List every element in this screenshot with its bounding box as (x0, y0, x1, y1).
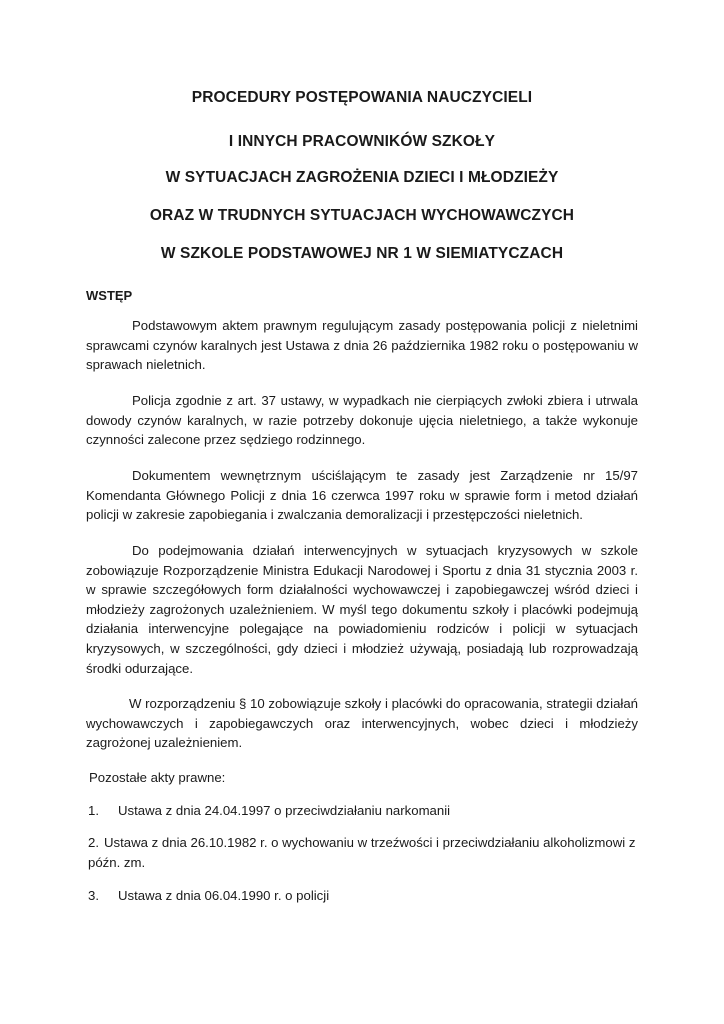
act-text: Ustawa z dnia 26.10.1982 r. o wychowaniu w trzeźwości i przeciwdziałaniu alkoholizmowi z późn. zm. (88, 835, 636, 870)
paragraph-5: W rozporządzeniu § 10 zobowiązuje szkoły i placówki do opracowania, strategii działań wychowawczych i zapobiegawczych oraz interwencyjnych, wobec dzieci i młodzieży zagrożonej uzależnieniem. (86, 696, 638, 751)
title-line-2: I INNYCH PRACOWNIKÓW SZKOŁY (228, 133, 496, 150)
title-line-1: PROCEDURY POSTĘPOWANIA NAUCZYCIELI (191, 89, 533, 106)
act-number: 3. (88, 888, 99, 903)
act-number: 1. (88, 803, 99, 818)
title-line-3: W SYTUACJACH ZAGROŻENIA DZIECI I MŁODZIEŻY (165, 169, 559, 186)
paragraph-1: Podstawowym aktem prawnym regulującym zasady postępowania policji z nieletnimi sprawcami czynów karalnych jest Ustawa z dnia 26 października 1982 roku o postępowaniu w sprawach nieletnich. (86, 318, 638, 373)
act-item-1 (88, 801, 640, 821)
other-acts-label: Pozostałe akty prawne: (89, 770, 226, 785)
act-item-3 (88, 886, 640, 906)
act-text: Ustawa z dnia 24.04.1997 o przeciwdziałaniu narkomanii (118, 803, 451, 818)
act-text: Ustawa z dnia 06.04.1990 r. o policji (118, 888, 330, 903)
title-line-5: W SZKOLE PODSTAWOWEJ NR 1 W SIEMIATYCZACH (160, 245, 564, 262)
act-number: 2. (88, 835, 99, 850)
paragraph-4: Do podejmowania działań interwencyjnych w sytuacjach kryzysowych w szkole zobowiązuje Rozporządzenie Ministra Edukacji Narodowej i Sportu z dnia 31 stycznia 2003 r. w sprawie szczegółowych form działalności wychowawczej i zapobiegawczej wśród dzieci i młodzieży zagrożonych uzależnieniem. W myśl tego dokumentu szkoły i placówki podejmują działania interwencyjne polegające na powiadomieniu rodziców i policji w sytuacjach kryzysowych, w szczególności, gdy dzieci i młodzież używają, posiadają lub rozprowadzają środki odurzające. (86, 543, 638, 676)
section-heading: WSTĘP (86, 288, 133, 303)
title-line-4: ORAZ W TRUDNYCH SYTUACJACH WYCHOWAWCZYCH (149, 207, 575, 224)
paragraph-3: Dokumentem wewnętrznym uściślającym te zasady jest Zarządzenie nr 15/97 Komendanta Głównego Policji z dnia 16 czerwca 1997 roku w sprawie form i metod działań policji w zakresie zapobiegania i zwalczania demoralizacji i przestępczości nieletnich. (86, 468, 638, 523)
paragraph-2: Policja zgodnie z art. 37 ustawy, w wypadkach nie cierpiących zwłoki zbiera i utrwala dowody czynów karalnych, w razie potrzeby dokonuje ujęcia nieletniego, a także wykonuje czynności zalecone przez sędziego rodzinnego. (86, 393, 638, 448)
act-item-2 (88, 833, 640, 872)
